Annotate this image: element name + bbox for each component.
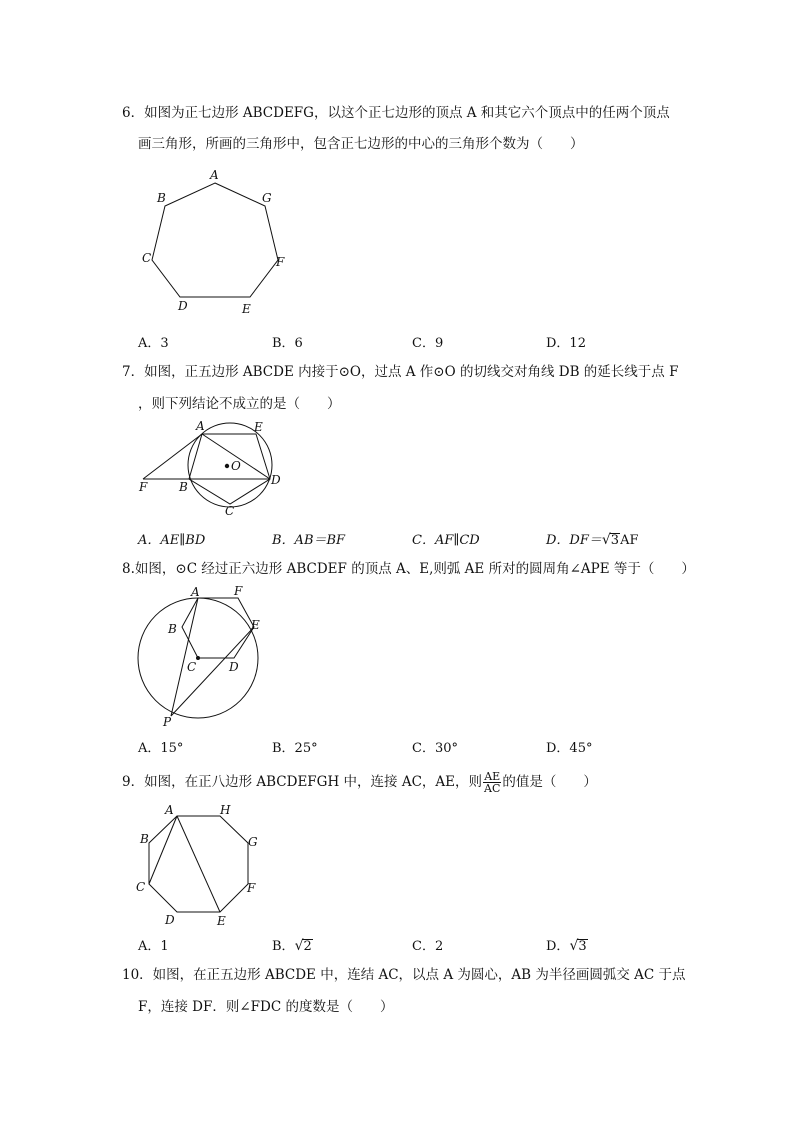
q6-text-line1: 6．如图为正七边形 ABCDEFG，以这个正七边形的顶点 A 和其它六个顶点中的任两个顶点 xyxy=(122,105,670,121)
q9-option-b-radicand: 2 xyxy=(303,939,312,954)
q6-options xyxy=(138,332,698,350)
q7-text-line2: ，则下列结论不成立的是（ ） xyxy=(138,396,341,412)
q9-option-d-prefix: D． xyxy=(546,939,570,954)
q7-label-D: D xyxy=(271,473,281,487)
q6-label-F: F xyxy=(276,255,285,269)
q7-option-d-radicand: 3 xyxy=(610,533,620,548)
q9-label-F: F xyxy=(247,881,256,895)
q8-label-F: F xyxy=(234,584,243,598)
q9-option-d-radicand: 3 xyxy=(578,939,587,954)
q9-label-H: H xyxy=(220,803,231,817)
sqrt-sign-icon: √ xyxy=(294,938,304,954)
q8-option-b[interactable]: B．25° xyxy=(272,741,318,756)
q9-label-A: A xyxy=(165,803,174,817)
q8-option-d[interactable]: D．45° xyxy=(546,741,593,756)
q9-option-b-prefix: B． xyxy=(272,939,295,954)
q9-options xyxy=(138,935,698,953)
q6-option-d[interactable]: D．12 xyxy=(546,336,586,351)
q8-label-D: D xyxy=(229,660,239,674)
q7-option-d[interactable] xyxy=(546,529,639,548)
q7-option-a[interactable]: A．AE∥BD xyxy=(138,533,206,548)
q9-octagon-figure xyxy=(130,800,270,930)
q9-option-c[interactable]: C．2 xyxy=(412,939,444,954)
q10-text-line1: 10．如图，在正五边形 ABCDE 中，连结 AC，以点 A 为圆心，AB 为半径画圆弧交 AC 于点 xyxy=(122,967,686,983)
q10-text-line2: F，连接 DF．则∠FDC 的度数是（ ） xyxy=(138,999,394,1015)
q9-text-line1 xyxy=(122,770,597,794)
q9-text-suffix: 的值是（ ） xyxy=(502,774,597,790)
q7-text-line1: 7．如图，正五边形 ABCDE 内接于⊙O，过点 A 作⊙O 的切线交对角线 DB 的延长线于点 F xyxy=(122,364,679,380)
q7-options xyxy=(138,529,698,547)
sqrt-sign-icon: √ xyxy=(601,532,611,548)
q9-label-C: C xyxy=(136,880,146,894)
q7-option-d-prefix: D．DF＝ xyxy=(546,533,602,548)
sqrt-sign-icon: √ xyxy=(569,938,579,954)
q6-option-b[interactable]: B．6 xyxy=(272,336,303,351)
q6-text-line2: 画三角形，所画的三角形中，包含正七边形的中心的三角形个数为（ ） xyxy=(138,136,584,152)
q8-label-E: E xyxy=(251,618,260,632)
q7-label-B: B xyxy=(179,480,188,494)
q9-option-a[interactable]: A．1 xyxy=(138,939,169,954)
q6-label-B: B xyxy=(157,191,166,205)
q8-label-A: A xyxy=(191,585,200,599)
q8-label-P: P xyxy=(163,715,172,729)
q8-options xyxy=(138,737,698,755)
q9-label-D: D xyxy=(165,913,175,927)
q8-label-B: B xyxy=(168,622,177,636)
q7-label-C: C xyxy=(225,504,235,518)
q9-option-b[interactable] xyxy=(272,935,313,954)
q6-heptagon-figure xyxy=(130,165,300,320)
q7-label-A: A xyxy=(196,419,205,433)
q8-text-line1: 8.如图，⊙C 经过正六边形 ABCDEF 的顶点 A、E,则弧 AE 所对的圆周角∠APE 等于（ ） xyxy=(122,561,695,577)
q7-pentagon-circle-figure xyxy=(130,417,290,522)
q7-option-b[interactable]: B．AB＝BF xyxy=(272,533,346,548)
q9-option-d[interactable] xyxy=(546,935,588,954)
q6-option-a[interactable]: A．3 xyxy=(138,336,169,351)
q7-option-c[interactable]: C．AF∥CD xyxy=(412,533,480,548)
q6-label-E: E xyxy=(242,302,251,316)
q8-label-C: C xyxy=(187,660,197,674)
q9-text-prefix: 9．如图，在正八边形 ABCDEFGH 中，连接 AC，AE，则 xyxy=(122,774,482,790)
q9-fraction xyxy=(483,771,501,794)
q7-option-d-suffix: AF xyxy=(620,533,639,548)
q8-option-c[interactable]: C．30° xyxy=(412,741,458,756)
q6-label-D: D xyxy=(178,299,188,313)
q6-label-G: G xyxy=(262,191,272,205)
q6-option-c[interactable]: C．9 xyxy=(412,336,444,351)
q9-fraction-numerator: AE xyxy=(484,770,501,783)
q8-option-a[interactable]: A．15° xyxy=(138,741,184,756)
q7-label-E: E xyxy=(254,420,263,434)
q9-fraction-denominator: AC xyxy=(484,782,501,795)
q9-label-E: E xyxy=(217,914,226,928)
q9-label-B: B xyxy=(140,832,149,846)
q6-label-C: C xyxy=(142,251,152,265)
q7-label-F: F xyxy=(139,480,148,494)
q6-label-A: A xyxy=(210,168,219,182)
q7-label-O: O xyxy=(231,459,241,473)
q8-hexagon-circle-figure xyxy=(130,583,280,733)
q9-label-G: G xyxy=(248,835,258,849)
